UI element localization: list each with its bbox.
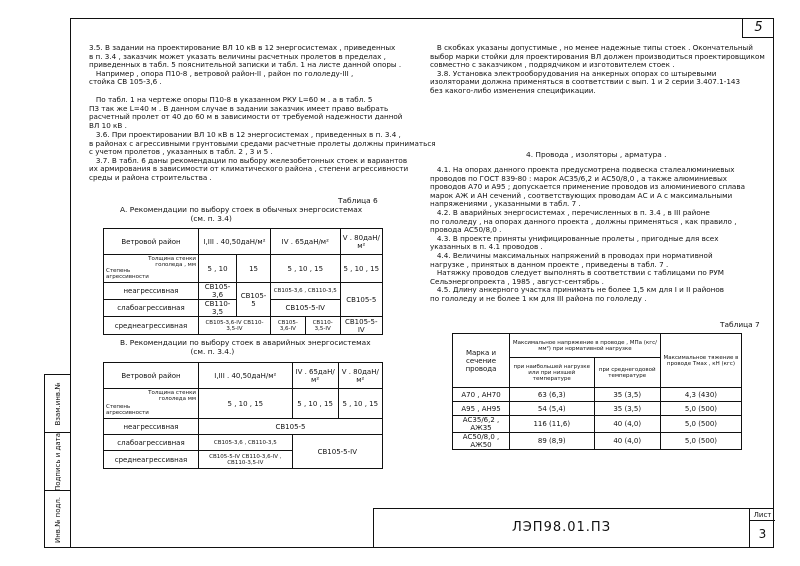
tB-vR: СВ105-5-IV xyxy=(292,435,382,469)
tB-row-medium: среднеагрессивная xyxy=(104,451,199,469)
tA-v33: СВ110-3,5-IV xyxy=(305,317,340,335)
side-cell-replace: Взам.инв.№ xyxy=(45,375,71,433)
top-sheet-number: 5 xyxy=(742,18,774,38)
tA-diag-cell xyxy=(104,255,199,283)
left-paragraph-3-6: 3.6. При проектировании ВЛ 10 кВ в 12 энергосистемах , приведенных в п. 3.4 , в районах с агрессивными грунтовыми средами расчетные пролеты должны приниматься с учетом пролетов , указанных в табл. 2 , 3 и 5 . 3.7. В табл. 6 даны рекомендации по выбору железобетонных стоек и вариантов их армирования в зависимости от климатического района , степени агрессивности среды и района строительства . xyxy=(89,130,436,182)
table-row: АС35/6,2 , АЖ35 116 (11,6) 40 (4,0) 5,0 (500) xyxy=(453,416,742,433)
tB-diag-cell xyxy=(104,389,199,419)
table7 xyxy=(452,333,742,450)
tA-degree-label: Степень агрессивности xyxy=(106,268,149,280)
tB-wind3: V . 80даН/м² xyxy=(338,363,382,389)
right-paragraph-section4: 4.1. На опорах данного проекта предусмотрена подвеска сталеалюминиевых проводов по ГОСТ 839-80 : марок АС35/6,2 и АС50/8,0 , а также алюминиевых проводов А70 и А95 ; допускается применение проводов из алюминиевого сплава марок АЖ и АН сечений , соответствующих проводам АС и А с максимальными напряжениями , указанными в табл. 7 . 4.2. В аварийных энергосистемах , перечисленных в п. 3.4 , в III районе по гололеду , на опорах данного проекта , должны применяться , как правило , провода АС50/8,0 . 4.3. В проекте приняты унифицированные пролеты , пригодные для всех указанных в п. 4.1 проводов . 4.4. Величины максимальных напряжений в проводах при нормативной нагрузке , принятых в данном проекте , приведены в табл. 7 . Натяжку проводов следует выполнять в соответствии с таблицами по РУМ Сельэнергопроекта , 1985 , август-сентябрь . 4.5. Длину анкерного участка принимать не более 1,5 км для I и II районов по гололеду и не более 1 км для III района по гололеду . xyxy=(430,165,745,303)
tB-wind-header: Ветровой район xyxy=(104,363,199,389)
tA-v14: СВ105-5 xyxy=(340,283,382,317)
right-paragraph-intro: В скобках указаны допустимые , но менее надежные типы стоек . Окончательный выбор марки стойки для проектирования ВЛ должен производиться проектировщиком совместно с заказчиком , подрядчиком и изготовителем стоек . 3.8. Установка электрооборудования на анкерных опорах со штыревыми изоляторами должна применяться в соответствии с вып. 1 и 2 серии 3.407.1-143 без какого-либо изменения спецификации. xyxy=(430,43,765,95)
tA-ice-label: Толщина стенки гололеда , мм xyxy=(148,256,196,268)
table-row: АС50/8,0 , АЖ50 89 (8,9) 40 (4,0) 5,0 (500) xyxy=(453,433,742,450)
tB-wind1: I,III . 40,50даН/м² xyxy=(199,363,293,389)
tA-v11: СВ105-3,6 xyxy=(199,283,237,300)
table6-label: Таблица 6 xyxy=(338,196,378,205)
side-stamp-strip xyxy=(44,374,70,548)
table7-label: Таблица 7 xyxy=(720,320,760,329)
tableA-title: А. Рекомендации по выбору стоек в обычных энергосистемах (см. п. 3.4) xyxy=(120,205,363,223)
tA-row-weak: слабоагрессивная xyxy=(104,300,199,317)
side-cell-signature: Подпись и дата xyxy=(45,433,71,491)
tableB xyxy=(103,362,383,469)
tB-row-nonaggressive: неагрессивная xyxy=(104,419,199,435)
left-paragraph-example: По табл. 1 на чертеже опоры П10-8 в указанном РКУ L=60 м . а в табл. 5 ПЗ так же L=40 м . В данном случае в задании заказчик имеет право выбрать расчетный пролет от 40 до 60 м в зависимости от требуемой надежности данной ВЛ 10 кВ . xyxy=(89,95,403,130)
tA-wind-header: Ветровой район xyxy=(104,229,199,255)
tA-ice3: 5 , 10 , 15 xyxy=(270,255,340,283)
sheet-number: 3 xyxy=(749,521,775,547)
side-cell-inventory: Инв.№ подл. xyxy=(54,496,62,544)
tableB-title: В. Рекомендации по выбору стоек в аварийных энергосистемах (см. п. 3.4.) xyxy=(120,338,371,356)
tB-ice-label: Толщина стенки гололеда мм xyxy=(148,390,196,402)
tB-ice3: 5 , 10 , 15 xyxy=(338,389,382,419)
tA-v12: СВ105-5 xyxy=(237,283,271,317)
tA-row-medium: среднеагрессивная xyxy=(104,317,199,335)
tA-v32: СВ105-3,6-IV xyxy=(270,317,305,335)
t7-h-stress: Максимальное напряжение в проводе , МПа (кгс/мм²) при нормативной нагрузке xyxy=(510,334,661,358)
left-paragraph-3-5: 3.5. В задании на проектирование ВЛ 10 кВ в 12 энергосистемах , приведенных в п. 3.4 , заказчик может указать величины расчетных пролетов в пределах , приведенных в табл. 5 пояснительной записки и табл. 1 на листе данной опоры . Например , опора П10-8 , ветровой район-II , район по гололеду-III , стойка СВ 105-3,6 . xyxy=(89,43,402,87)
t7-h-sub2: при среднегодовой температуре xyxy=(594,358,660,388)
tB-ice2: 5 , 10 , 15 xyxy=(292,389,338,419)
tA-wind3: V . 80даН/м² xyxy=(340,229,382,255)
tB-v21: СВ105-3,6 , СВ110-3,5 xyxy=(199,435,293,451)
tA-row-nonaggressive: неагрессивная xyxy=(104,283,199,300)
t7-h-tension: Максимальное тяжение в проводе Тмах , кН (кгс) xyxy=(660,334,741,388)
tB-ice1: 5 , 10 , 15 xyxy=(199,389,293,419)
section4-heading: 4. Провода , изоляторы , арматура . xyxy=(526,150,667,159)
title-block xyxy=(373,508,774,548)
tableA xyxy=(103,228,383,335)
table-row: А70 , АН70 63 (6,3) 35 (3,5) 4,3 (430) xyxy=(453,388,742,402)
tA-v13: СВ105-3,6 , СВ110-3,5 xyxy=(270,283,340,300)
tA-v34: СВ105-5-IV xyxy=(340,317,382,335)
table-row: А95 , АН95 54 (5,4) 35 (3,5) 5,0 (500) xyxy=(453,402,742,416)
t7-h-mark: Марка и сечение провода xyxy=(453,334,510,388)
tA-v21: СВ110-3,5 xyxy=(199,300,237,317)
tA-wind2: IV . 65даН/м² xyxy=(270,229,340,255)
t7-h-sub1: при наибольшей нагрузке или при низшей температуре xyxy=(510,358,595,388)
tB-v31: СВ105-5-IV СВ110-3,6-IV , СВ110-3,5-IV xyxy=(199,451,293,469)
tB-v11: СВ105-5 xyxy=(199,419,383,435)
tA-v22: СВ105-5-IV xyxy=(270,300,340,317)
sheet-label: Лист xyxy=(749,509,775,521)
tA-ice1: 5 , 10 xyxy=(199,255,237,283)
tA-ice4: 5 , 10 , 15 xyxy=(340,255,382,283)
tA-ice2: 15 xyxy=(237,255,271,283)
tA-wind1: I,III . 40,50даН/м² xyxy=(199,229,271,255)
tB-wind2: IV . 65даН/м² xyxy=(292,363,338,389)
tB-row-weak: слабоагрессивная xyxy=(104,435,199,451)
tA-v31: СВ105-3,6-IV СВ110-3,5-IV xyxy=(199,317,271,335)
tB-degree-label: Степень агрессивности xyxy=(106,404,149,416)
document-code: ЛЭП98.01.ПЗ xyxy=(511,520,612,535)
